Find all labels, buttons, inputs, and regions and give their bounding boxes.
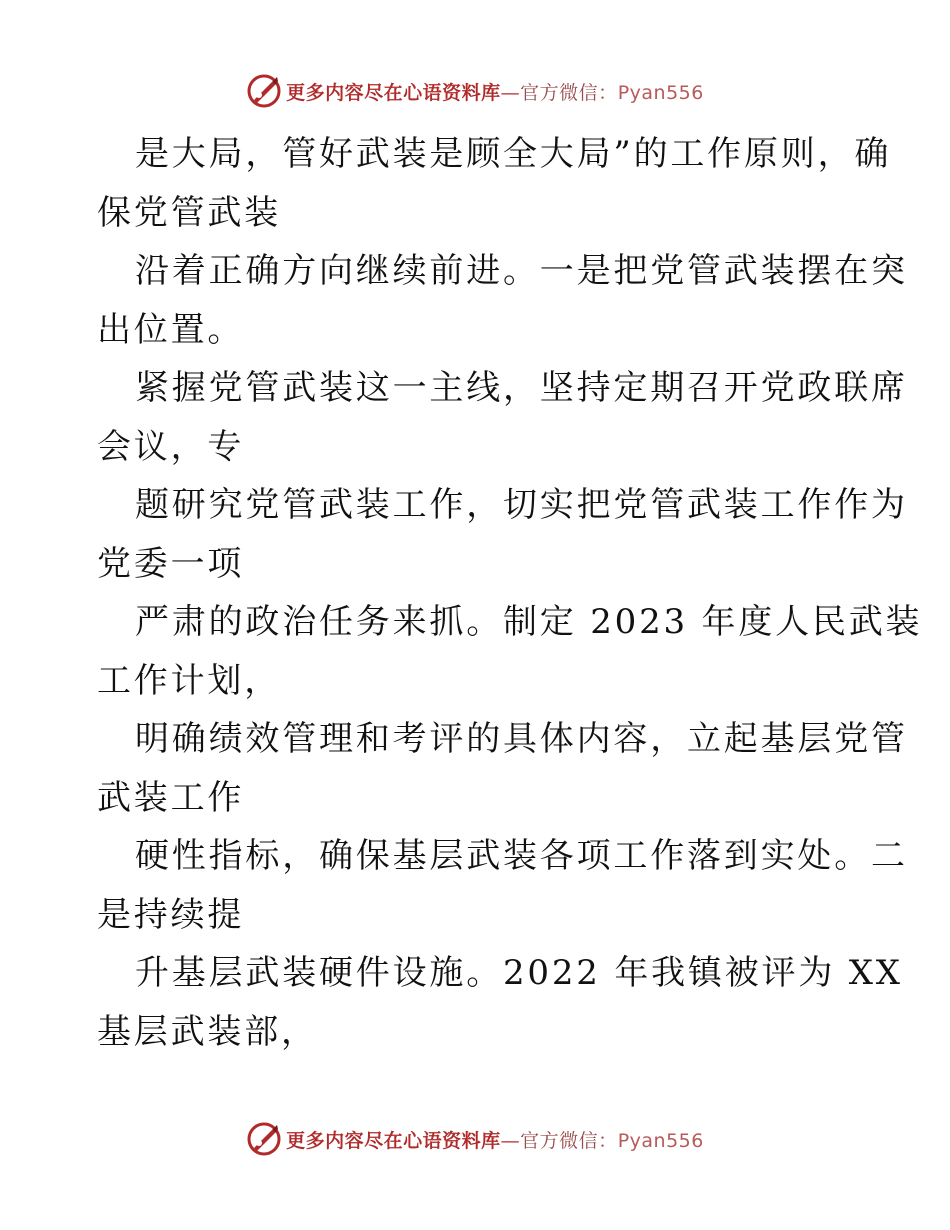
text-line-5: 紧握党管武装这一主线，坚持定期召开党政联席 — [135, 368, 908, 408]
text-line-12: 武装工作 — [97, 777, 245, 818]
footer-banner — [0, 1119, 950, 1159]
header-banner-main: 更多内容尽在心语资料库 — [286, 81, 501, 104]
text-line-11: 明确绩效管理和考评的具体内容，立起基层党管 — [135, 719, 908, 759]
document-body — [97, 125, 923, 1061]
header-banner-id: Pyan556 — [617, 81, 704, 104]
text-line-6: 会议，专 — [97, 426, 245, 467]
text-line-15: 升基层武装硬件设施。2022 年我镇被评为 XX — [135, 953, 903, 993]
quill-pen-logo-icon — [246, 1121, 282, 1157]
text-line-10: 工作计划， — [97, 660, 281, 701]
footer-banner-id: Pyan556 — [617, 1129, 704, 1152]
text-line-3: 沿着正确方向继续前进。一是把党管武装摆在突 — [135, 251, 908, 291]
footer-banner-text — [286, 1126, 704, 1153]
footer-banner-sub: 官方微信： — [520, 1129, 618, 1152]
header-banner-text — [286, 78, 704, 105]
quill-pen-logo-icon — [246, 73, 282, 109]
header-banner — [0, 71, 950, 111]
text-line-2: 保党管武装 — [97, 192, 281, 233]
text-line-13: 硬性指标，确保基层武装各项工作落到实处。二 — [135, 836, 908, 876]
footer-banner-dash: — — [500, 1129, 521, 1152]
text-line-14: 是持续提 — [97, 894, 245, 935]
text-line-9: 严肃的政治任务来抓。制定 2023 年度人民武装 — [135, 602, 923, 642]
text-line-8: 党委一项 — [97, 543, 245, 584]
text-line-1: 是大局，管好武装是顾全大局”的工作原则，确 — [135, 134, 892, 174]
footer-banner-main: 更多内容尽在心语资料库 — [286, 1129, 501, 1152]
text-line-16: 基层武装部， — [97, 1011, 318, 1052]
text-line-4: 出位置。 — [97, 309, 245, 350]
header-banner-sub: 官方微信： — [520, 81, 618, 104]
header-banner-dash: — — [500, 81, 521, 104]
text-line-7: 题研究党管武装工作，切实把党管武装工作作为 — [135, 485, 908, 525]
